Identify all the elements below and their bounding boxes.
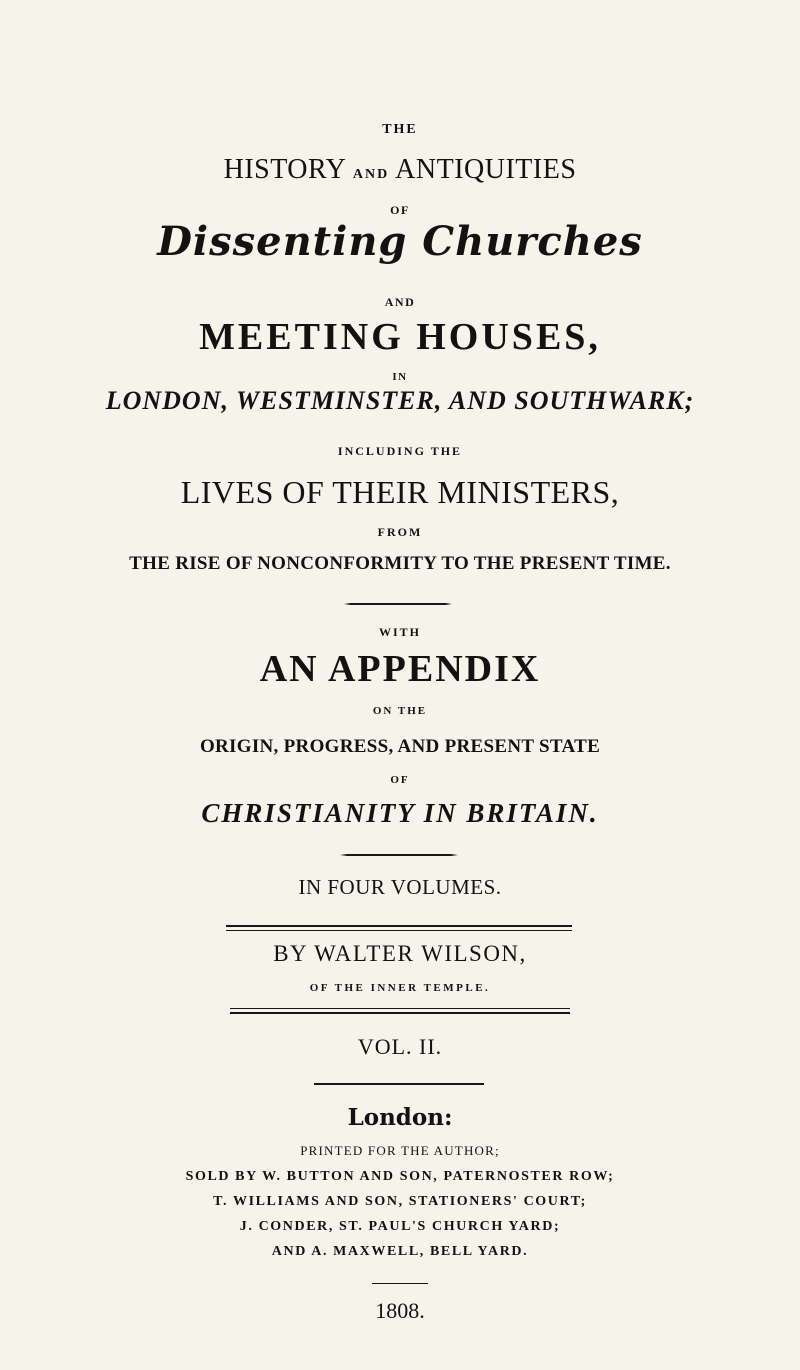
meeting-houses: MEETING HOUSES, xyxy=(199,316,601,358)
printed-line: PRINTED FOR THE AUTHOR; xyxy=(300,1143,500,1158)
short-rule xyxy=(372,1283,428,1284)
and-word-1: AND xyxy=(384,295,416,309)
history-word: HISTORY xyxy=(223,154,346,185)
appendix-line: AN APPENDIX xyxy=(259,648,541,690)
double-rule-bottom xyxy=(230,1012,570,1014)
conder-line: J. CONDER, ST. PAUL'S CHURCH YARD; xyxy=(239,1219,561,1234)
double-rule-bottom-thin xyxy=(230,1008,570,1009)
double-rule-top-thin xyxy=(226,930,572,931)
lives-line: LIVES OF THEIR MINISTERS, xyxy=(180,474,620,510)
in-word: IN xyxy=(392,371,408,383)
dissenting-churches-blackletter: Dissenting Churches xyxy=(157,218,643,265)
maxwell-line: AND A. MAXWELL, BELL YARD. xyxy=(271,1244,529,1259)
double-rule-top xyxy=(226,925,572,927)
london-blackletter: London: xyxy=(347,1104,453,1131)
rise-line: THE RISE OF NONCONFORMITY TO THE PRESENT TIME. xyxy=(129,553,671,574)
of-word-2: OF xyxy=(390,774,410,786)
williams-line: T. WILLIAMS AND SON, STATIONERS' COURT; xyxy=(213,1194,587,1209)
the-word: THE xyxy=(382,122,418,137)
rule-under-volume xyxy=(314,1083,484,1085)
with-word: WITH xyxy=(378,625,421,639)
ornament-rule-2 xyxy=(340,854,458,856)
on-the-line: ON THE xyxy=(372,705,428,717)
sold-line: SOLD BY W. BUTTON AND SON, PATERNOSTER ROW; xyxy=(185,1169,615,1184)
history-line xyxy=(0,156,800,184)
temple-line: OF THE INNER TEMPLE. xyxy=(309,982,491,994)
origin-line: ORIGIN, PROGRESS, AND PRESENT STATE xyxy=(199,736,601,757)
christianity-line: CHRISTIANITY IN BRITAIN. xyxy=(201,798,599,828)
ornament-rule-1 xyxy=(344,603,452,605)
and-small: AND xyxy=(352,167,390,182)
volume-number: VOL. II. xyxy=(357,1034,443,1059)
author-line: BY WALTER WILSON, xyxy=(273,941,527,966)
of-word-1: OF xyxy=(390,203,410,217)
from-word: FROM xyxy=(377,525,423,539)
including-line: INCLUDING THE xyxy=(337,444,463,458)
year: 1808. xyxy=(375,1298,425,1323)
volumes-line: IN FOUR VOLUMES. xyxy=(298,875,502,899)
places-line: LONDON, WESTMINSTER, AND SOUTHWARK; xyxy=(105,386,695,415)
antiquities-word: ANTIQUITIES xyxy=(395,154,577,185)
